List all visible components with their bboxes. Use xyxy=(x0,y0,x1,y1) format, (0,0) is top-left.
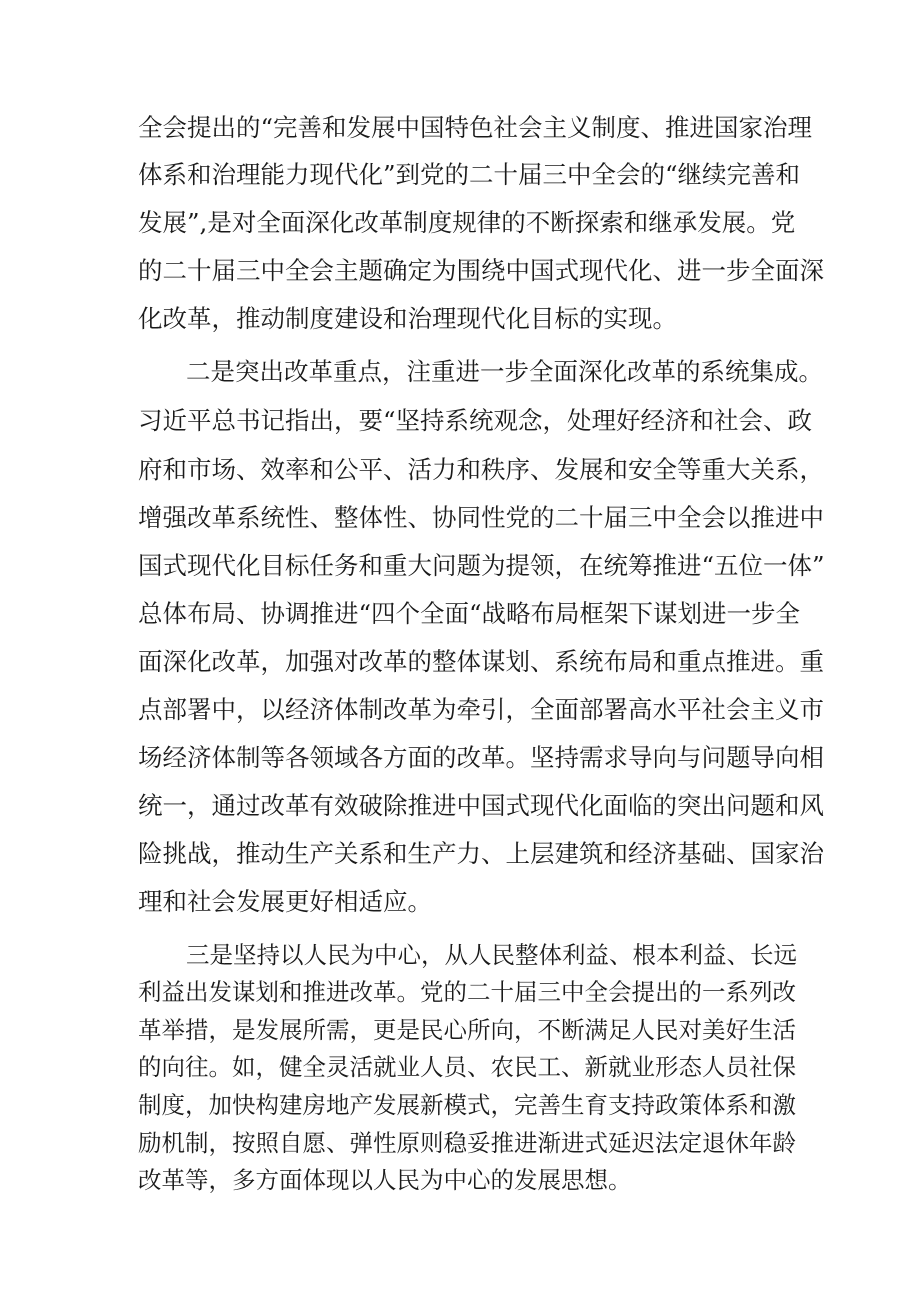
text-line: 全会提出的“完善和发展中国特色社会主义制度、推进国家治理 xyxy=(138,113,813,142)
text-line: 理和社会发展更好相适应。 xyxy=(138,887,432,916)
text-line: 二是突出改革重点，注重进一步全面深化改革的系统集成。 xyxy=(186,357,823,386)
text-line: 励机制，按照自愿、弹性原则稳妥推进渐进式延迟法定退休年龄 xyxy=(138,1129,796,1157)
text-line: 的向往。如，健全灵活就业人员、农民工、新就业形态人员社保 xyxy=(138,1053,796,1081)
text-line: 险挑战，推动生产关系和生产力、上层建筑和经济基础、国家治 xyxy=(138,839,824,868)
text-line: 总体布局、协调推进“四个全面“战略布局框架下谋划进一步全 xyxy=(138,599,801,628)
text-line: 改革等，多方面体现以人民为中心的发展思想。 xyxy=(138,1166,632,1194)
text-line: 面深化改革，加强对改革的整体谋划、系统布局和重点推进。重 xyxy=(138,647,824,676)
text-line: 体系和治理能力现代化”到党的二十届三中全会的“继续完善和 xyxy=(138,160,801,189)
text-line: 习近平总书记指出，要“坚持系统观念，处理好经济和社会、政 xyxy=(138,406,813,435)
text-line: 统一，通过改革有效破除推进中国式现代化面临的突出问题和风 xyxy=(138,791,824,820)
text-line: 三是坚持以人民为中心，从人民整体利益、根本利益、长远 xyxy=(186,941,797,969)
text-line: 国式现代化目标任务和重大问题为提领，在统筹推进“五位一体” xyxy=(138,551,825,580)
text-line: 的二十届三中全会主题确定为围绕中国式现代化、进一步全面深 xyxy=(138,256,824,285)
text-line: 革举措，是发展所需，更是民心所向，不断满足人民对美好生活 xyxy=(138,1016,796,1044)
text-line: 点部署中，以经济体制改革为牵引，全面部署高水平社会主义市 xyxy=(138,695,824,724)
text-line: 增强改革系统性、整体性、协同性党的二十届三中全会以推进中 xyxy=(138,503,824,532)
text-line: 利益出发谋划和推进改革。党的二十届三中全会提出的一系列改 xyxy=(138,978,796,1006)
text-line: 发展”,是对全面深化改革制度规律的不断探索和继承发展。党 xyxy=(138,208,796,237)
text-line: 化改革，推动制度建设和治理现代化目标的实现。 xyxy=(138,304,677,333)
text-line: 场经济体制等各领域各方面的改革。坚持需求导向与问题导向相 xyxy=(138,743,824,772)
text-line: 制度，加快构建房地产发展新模式，完善生育支持政策体系和激 xyxy=(138,1091,796,1119)
text-line: 府和市场、效率和公平、活力和秩序、发展和安全等重大关系， xyxy=(138,455,824,484)
